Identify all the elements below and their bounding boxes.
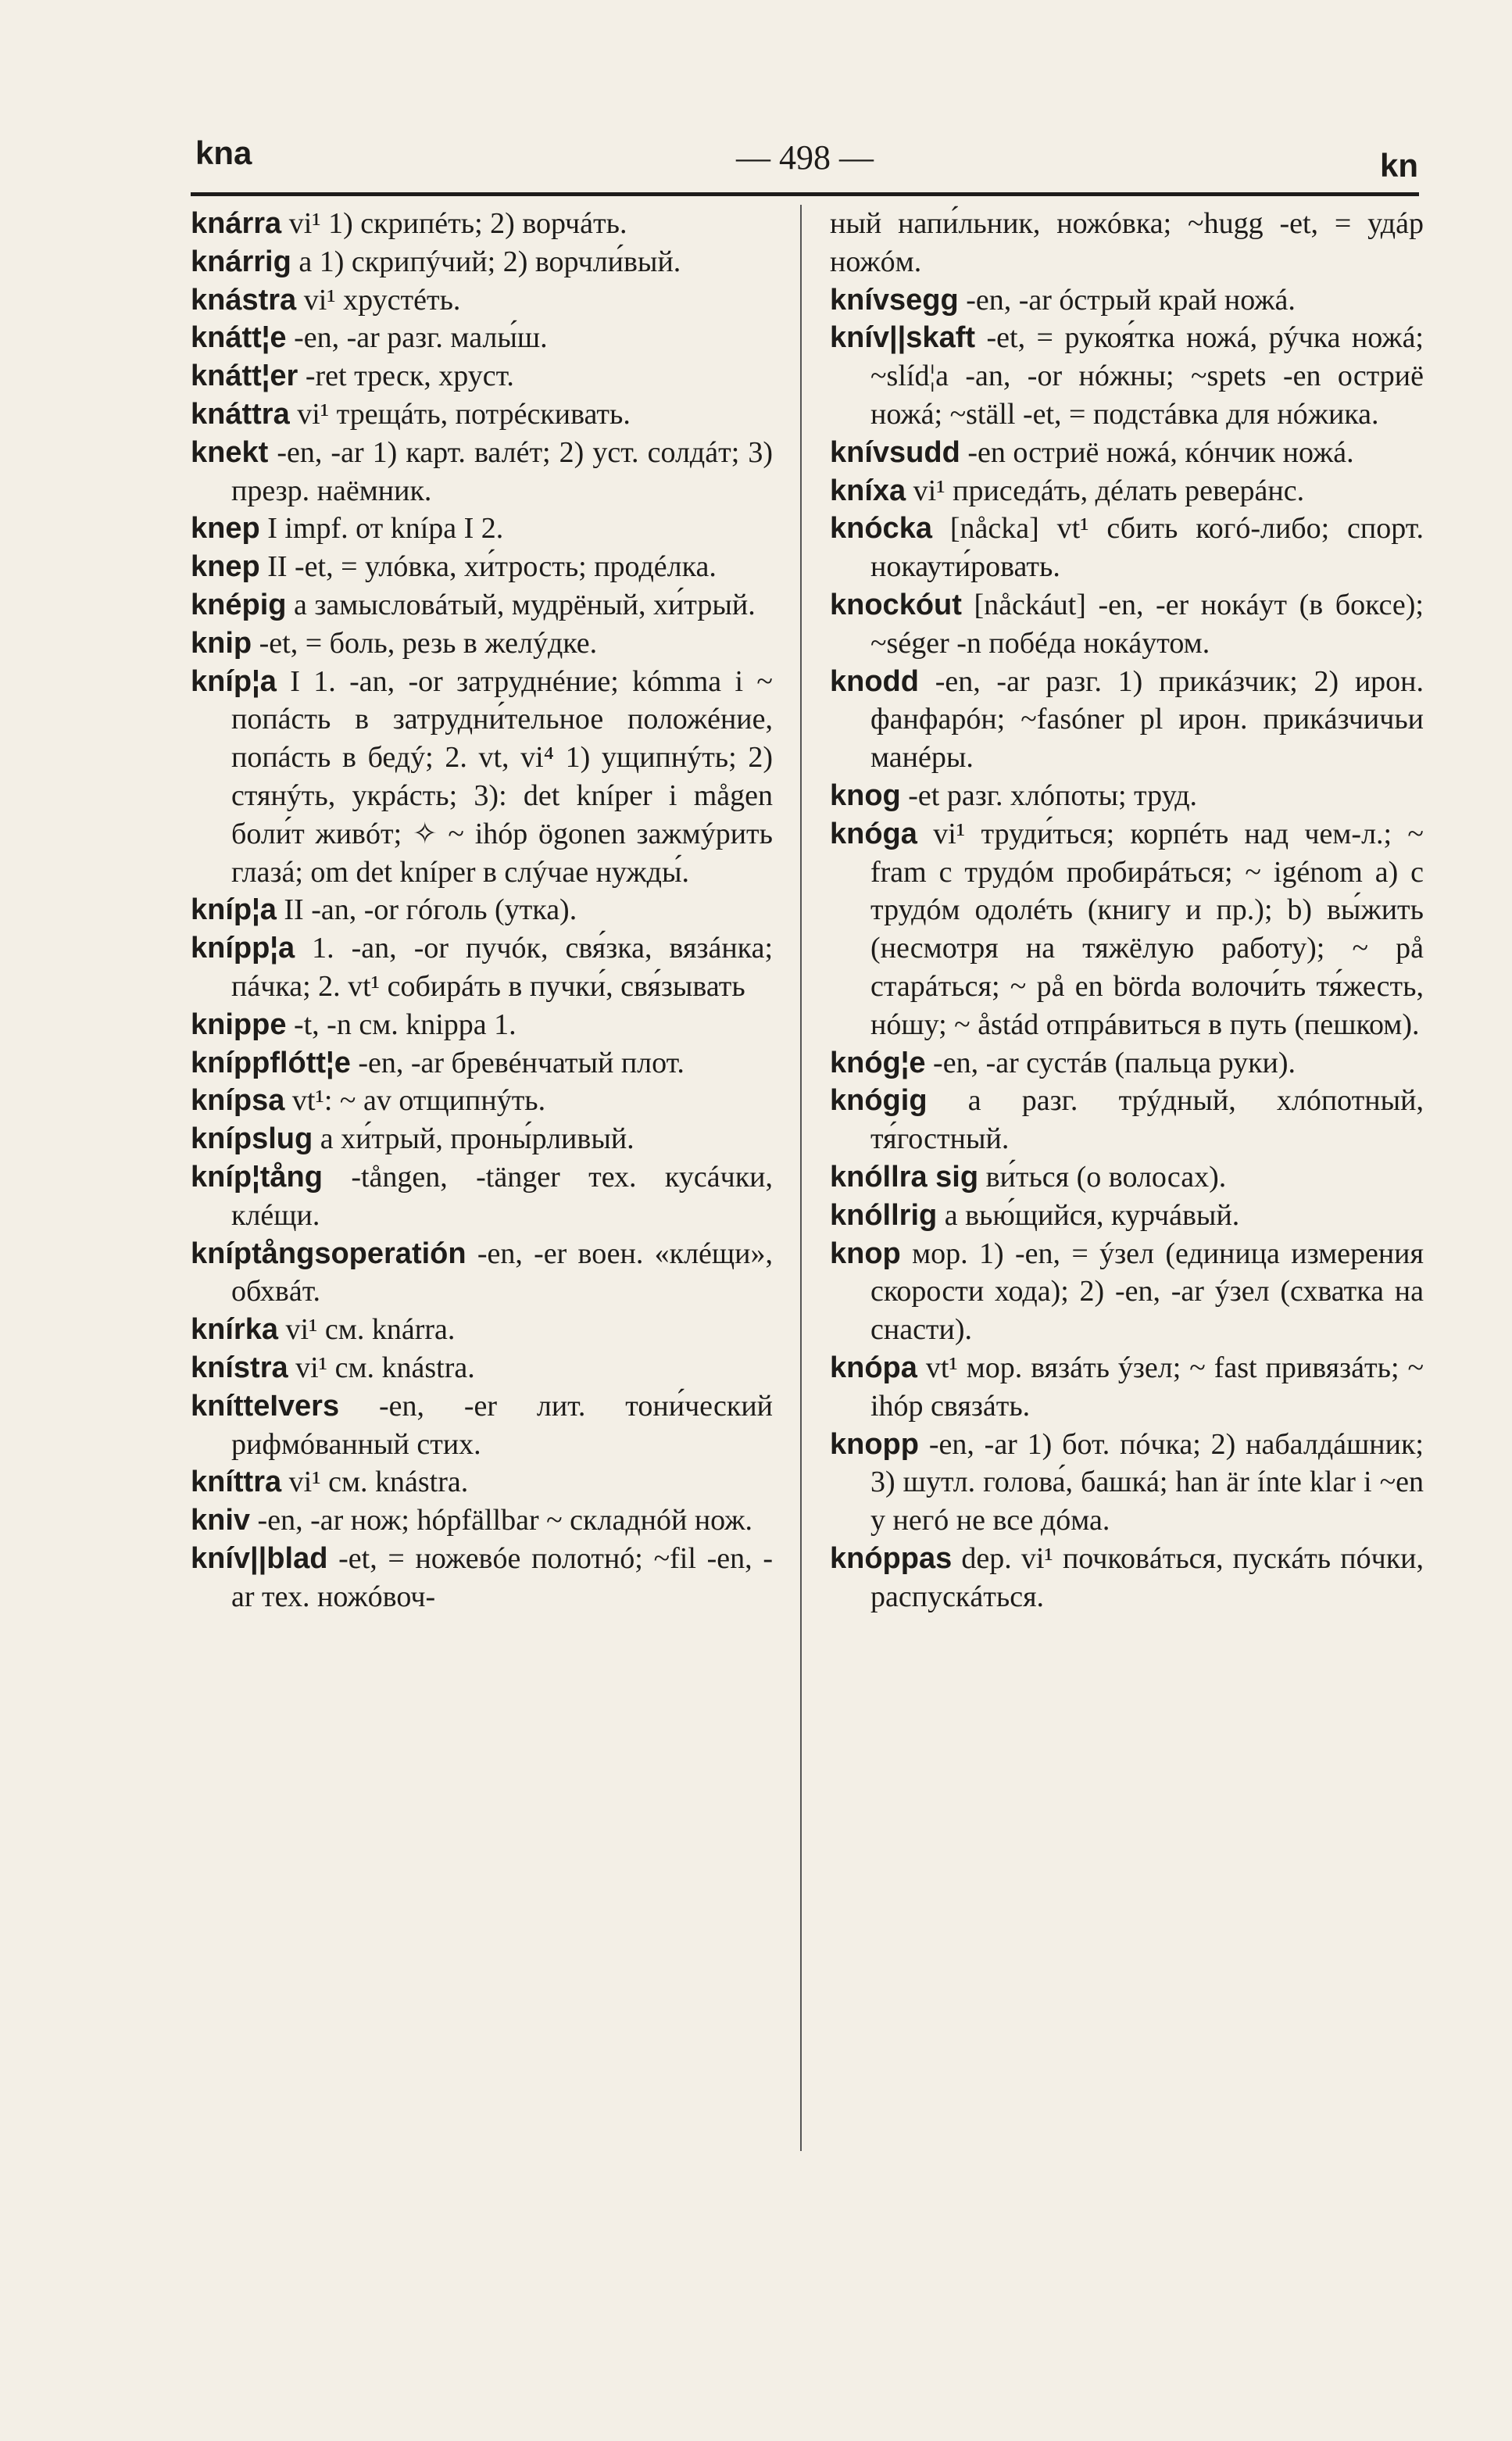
- headword: knárra: [191, 207, 282, 240]
- dictionary-entry: [191, 510, 773, 548]
- entry-text: I impf. от knípa I 2.: [259, 512, 504, 546]
- headword: knekt: [191, 435, 269, 469]
- dictionary-entry: [830, 1235, 1424, 1349]
- dictionary-entry: [830, 205, 1424, 281]
- dictionary-entry: [191, 1463, 773, 1501]
- dictionary-entry: [830, 1158, 1424, 1197]
- headword: knáttra: [191, 397, 290, 431]
- entry-text: мор. 1) -en, = ýзел (единица измерения скорости хода); 2) -en, -ar ýзел (схватка на снасти).: [870, 1237, 1424, 1347]
- entry-text: -et разг. хлóпоты; труд.: [900, 778, 1198, 812]
- entry-text: ви́ться (о волосах).: [978, 1160, 1227, 1194]
- dictionary-entry: [191, 625, 773, 663]
- entry-text: -en, -ar разг. малы́ш.: [286, 321, 548, 355]
- headword: knopp: [830, 1427, 919, 1461]
- dictionary-entry: [830, 1349, 1424, 1426]
- entry-text: II -et, = улóвка, хи́трость; продéлка.: [259, 550, 717, 584]
- dictionary-entry: [830, 663, 1424, 777]
- dictionary-entry: [830, 510, 1424, 586]
- headword: kníp¦tång: [191, 1160, 323, 1194]
- headword: knog: [830, 778, 901, 812]
- dictionary-entry: [830, 1082, 1424, 1158]
- running-head-left: kna: [195, 134, 252, 171]
- headword: knárrig: [191, 245, 291, 278]
- dictionary-entry: [830, 586, 1424, 663]
- entry-text: -tången, -tänger тех. кусáчки, клéщи.: [231, 1160, 773, 1232]
- dictionary-entry: [191, 891, 773, 929]
- entry-text: [nåcka] vt¹ сбить когó-либо; спорт. нокаути́ровать.: [870, 512, 1424, 584]
- headword: kníxa: [830, 474, 906, 507]
- entry-text: a хи́трый, проны́рливый.: [313, 1122, 634, 1156]
- entry-text: -en, -ar сустáв (пальца руки).: [925, 1046, 1296, 1079]
- headword: kníp¦a: [191, 893, 277, 927]
- headword: knírka: [191, 1313, 278, 1347]
- headword: knócka: [830, 512, 932, 546]
- dictionary-entry: [191, 1501, 773, 1540]
- dictionary-entry: [191, 1235, 773, 1312]
- entry-text: a вью́щийся, курчáвый.: [937, 1198, 1240, 1232]
- headword: knippe: [191, 1008, 287, 1041]
- entry-text: II -an, -or гóголь (утка).: [276, 893, 577, 927]
- dictionary-entry: [830, 281, 1424, 320]
- entry-text: vi¹ 1) скрипéть; 2) ворчáть.: [281, 207, 627, 240]
- entry-text: -en, -er воен. «клéщи», обхвáт.: [231, 1237, 773, 1308]
- entry-text: -et, = ножевóе полотнó; ~fil -en, -ar тех. ножóвоч-: [231, 1541, 773, 1613]
- headword: knépig: [191, 588, 287, 621]
- dictionary-entry: [191, 434, 773, 510]
- entry-text: -en, -ar 1) бот. пóчка; 2) набалдáшник; 3) шутл. голова́, башкá; han är ínte klar i ~en у негó не все дóма.: [870, 1427, 1424, 1537]
- entry-text: -en, -ar разг. 1) прикáзчик; 2) ирон. фанфарóн; ~fasóner pl ирон. прикáзчичьи манéры.: [870, 664, 1424, 775]
- headword: knípp¦a: [191, 932, 295, 965]
- dictionary-entry: [830, 1197, 1424, 1235]
- entry-text: -en остриё ножá, кóнчик ножá.: [960, 435, 1354, 469]
- entry-text: -en, -er лит. тони́ческий рифмóванный стих.: [231, 1389, 773, 1461]
- dictionary-entry: [191, 1349, 773, 1387]
- dictionary-entry: [191, 1120, 773, 1158]
- headword: kníttra: [191, 1466, 282, 1499]
- headword: knópa: [830, 1351, 917, 1384]
- entry-text: a 1) скрипýчий; 2) ворчли́вый.: [291, 245, 681, 278]
- headword: kníptångsoperatión: [191, 1237, 466, 1270]
- headword: knóg¦e: [830, 1046, 926, 1079]
- entry-text: vi¹ труди́ться; корпéть над чем-л.; ~ fram с трудóм пробирáться; ~ igénom a) с трудóм одолéть (книгу и пр.); b) вы́жить (несмотря на тяжёлую работу); ~ på старáться; ~ på en börda волочи́ть тя́жесть, нóшу; ~ åstád отпрáвиться в путь (пешком).: [870, 817, 1424, 1041]
- headword: knóppas: [830, 1541, 953, 1575]
- dictionary-entry: [191, 1540, 773, 1616]
- headword: knóllra sig: [830, 1160, 979, 1194]
- headword: knátt¦er: [191, 360, 298, 393]
- headword: knep: [191, 550, 260, 584]
- headword: knockóut: [830, 588, 962, 621]
- dictionary-entry: [191, 281, 773, 320]
- entry-text: -t, -n см. knippa 1.: [286, 1008, 517, 1041]
- dictionary-entry: [191, 1311, 773, 1349]
- dictionary-entry: [830, 815, 1424, 1044]
- right-column: [830, 205, 1424, 1616]
- entry-text: -ret треск, хруст.: [298, 360, 514, 393]
- entry-text: -en, -ar óстрый край ножá.: [958, 283, 1296, 317]
- dictionary-entry: [191, 395, 773, 434]
- running-head-right: kn: [1379, 147, 1418, 184]
- headword: knív||skaft: [830, 321, 976, 355]
- headword: knógig: [830, 1084, 928, 1118]
- column-divider: [800, 205, 802, 2151]
- entry-text: 1. -an, -or пучóк, свя́зка, вязáнка; пáчка; 2. vt¹ собирáть в пучки́, свя́зывать: [231, 932, 773, 1003]
- dictionary-entry: [191, 929, 773, 1006]
- dictionary-entry: [191, 586, 773, 625]
- left-column: [191, 205, 773, 1616]
- entry-text: -en, -ar бревéнчатый плот.: [350, 1046, 685, 1079]
- dictionary-entry: [191, 548, 773, 586]
- headword: knípsa: [191, 1084, 285, 1118]
- dictionary-entry: [830, 1044, 1424, 1083]
- headword: knívsegg: [830, 283, 959, 317]
- headword: knívsudd: [830, 435, 960, 469]
- entry-text: -en, -ar 1) карт. валéт; 2) уст. солдáт; 3) презр. наёмник.: [231, 435, 773, 507]
- headword: knep: [191, 512, 260, 546]
- dictionary-entry: [830, 434, 1424, 472]
- dictionary-entry: [830, 319, 1424, 433]
- entry-text: vi¹ см. knástra.: [281, 1466, 469, 1499]
- header-rule: [191, 192, 1419, 196]
- dictionary-entry: [830, 1540, 1424, 1616]
- entry-text: vt¹: ~ av отщипнýть.: [284, 1084, 546, 1118]
- headword: knístra: [191, 1351, 288, 1384]
- entry-text: vi¹ трещáть, потрéскивать.: [289, 397, 631, 431]
- page-number: — 498 —: [736, 138, 874, 177]
- headword: kníp¦a: [191, 664, 277, 698]
- entry-text: [nåckáut] -en, -er нокáут (в боксе); ~séger -n побéда нокáутом.: [870, 588, 1424, 660]
- entry-text: a разг. трýдный, хлóпотный, тя́гостный.: [870, 1084, 1424, 1156]
- dictionary-entry: [830, 1426, 1424, 1540]
- dictionary-entry: [191, 1044, 773, 1083]
- dictionary-entry: [191, 1387, 773, 1464]
- entry-text: -en, -ar нож; hópfällbar ~ складнóй нож.: [250, 1504, 752, 1537]
- headword: knodd: [830, 664, 919, 698]
- dictionary-entry: [191, 319, 773, 357]
- dictionary-entry: [830, 777, 1424, 815]
- entry-text: dep. vi¹ почковáться, пускáть пóчки, распускáться.: [870, 1541, 1424, 1613]
- headword: knátt¦e: [191, 321, 287, 355]
- dictionary-entry: [191, 1082, 773, 1120]
- headword: knív||blad: [191, 1541, 328, 1575]
- headword: kníppflótt¦e: [191, 1046, 351, 1079]
- entry-text: -et, = боль, резь в желýдке.: [252, 626, 598, 660]
- dictionary-entry: [191, 357, 773, 395]
- dictionary-entry: [191, 1158, 773, 1235]
- headword: knop: [830, 1237, 901, 1270]
- dictionary-entry: [191, 205, 773, 243]
- headword: kniv: [191, 1504, 251, 1537]
- entry-text: ный напи́льник, ножóвка; ~hugg -et, = удáр ножóм.: [830, 207, 1424, 278]
- dictionary-entry: [191, 1006, 773, 1044]
- entry-text: vi¹ хрустéть.: [296, 283, 461, 317]
- headword: knítteIvers: [191, 1389, 340, 1423]
- headword: knípslug: [191, 1122, 313, 1156]
- entry-text: vt¹ мор. вязáть ýзел; ~ fast привязáть; ~ ihóp связáть.: [870, 1351, 1424, 1423]
- entry-text: -et, = рукоя́тка ножá, рýчка ножá; ~slíd¦a -an, -or нóжны; ~spets -en остриё ножá; ~ställ -et, = подстáвка для нóжика.: [870, 321, 1424, 431]
- entry-text: vi¹ приседáть, дéлать реверáнс.: [906, 474, 1305, 507]
- entry-text: I 1. -an, -or затруднéние; kómma i ~ попáсть в затрудни́тельное положéние, попáсть в бедý; 2. vt, vi⁴ 1) ущипнýть; 2) стянýть, укрáсть; 3): det kníper i mågen боли́т живóт; ✧ ~ ihóp ögonen зажмýрить глазá; om det kníper в слýчае нужды́.: [231, 664, 773, 889]
- dictionary-entry: [830, 472, 1424, 510]
- headword: knástra: [191, 283, 297, 317]
- dictionary-entry: [191, 243, 773, 281]
- headword: knip: [191, 626, 252, 660]
- entry-text: vi¹ см. knástra.: [288, 1351, 475, 1384]
- dictionary-entry: [191, 663, 773, 892]
- headword: knóllrig: [830, 1198, 938, 1232]
- entry-text: vi¹ см. knárra.: [277, 1313, 456, 1347]
- headword: knóga: [830, 817, 917, 850]
- entry-text: a замысловáтый, мудрёный, хи́трый.: [286, 588, 756, 621]
